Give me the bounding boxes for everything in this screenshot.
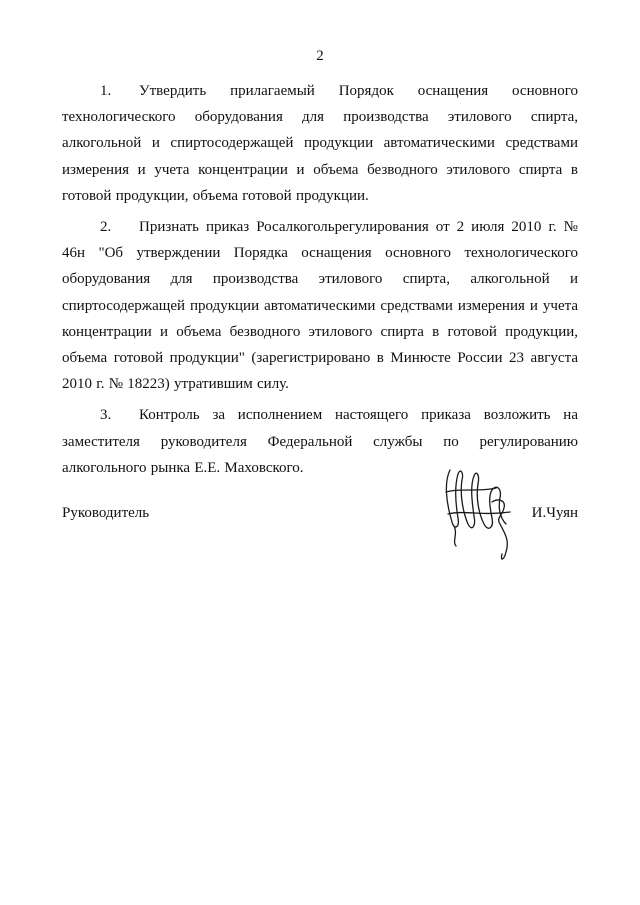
handwritten-signature xyxy=(440,462,520,567)
signatory-title: Руководитель xyxy=(62,505,150,521)
paragraph-2 xyxy=(62,214,578,397)
signatory-name: И.Чуян xyxy=(531,505,578,521)
page-number: 2 xyxy=(316,48,324,64)
signature-block xyxy=(62,462,578,572)
paragraph-text: Признать приказ Росалкогольрегулирования от 2 июля 2010 г. № 46н "Об утверждении Порядка оснащения основного технологического оборудования для производства этилового спирта, алкогольной и спиртосодержащей продукции автоматическими средствами измерения и учета концентрации и объема безводного этилового спирта в готовой продукции, объема готовой продукции" (зарегистрировано в Минюсте России 23 августа 2010 г. № 18223) утратившим силу. xyxy=(62,219,578,393)
paragraph-text: Контроль за исполнением настоящего приказа возложить на заместителя руководителя Федеральной службы по регулированию алкогольного рынка Е.Е. Маховского. xyxy=(62,407,578,476)
paragraph-number: 2. xyxy=(100,219,112,236)
paragraph-number: 3. xyxy=(100,407,112,424)
paragraph-number: 1. xyxy=(100,83,112,99)
paragraph-1 xyxy=(62,78,578,209)
paragraph-text: Утвердить прилагаемый Порядок оснащения основного технологического оборудования для производства этилового спирта, алкогольной и спиртосодержащей продукции автоматическими средствами измерения и учета концентрации и объема безводного этилового спирта в готовой продукции, объема готовой продукции. xyxy=(62,83,578,204)
document-body xyxy=(62,78,578,486)
